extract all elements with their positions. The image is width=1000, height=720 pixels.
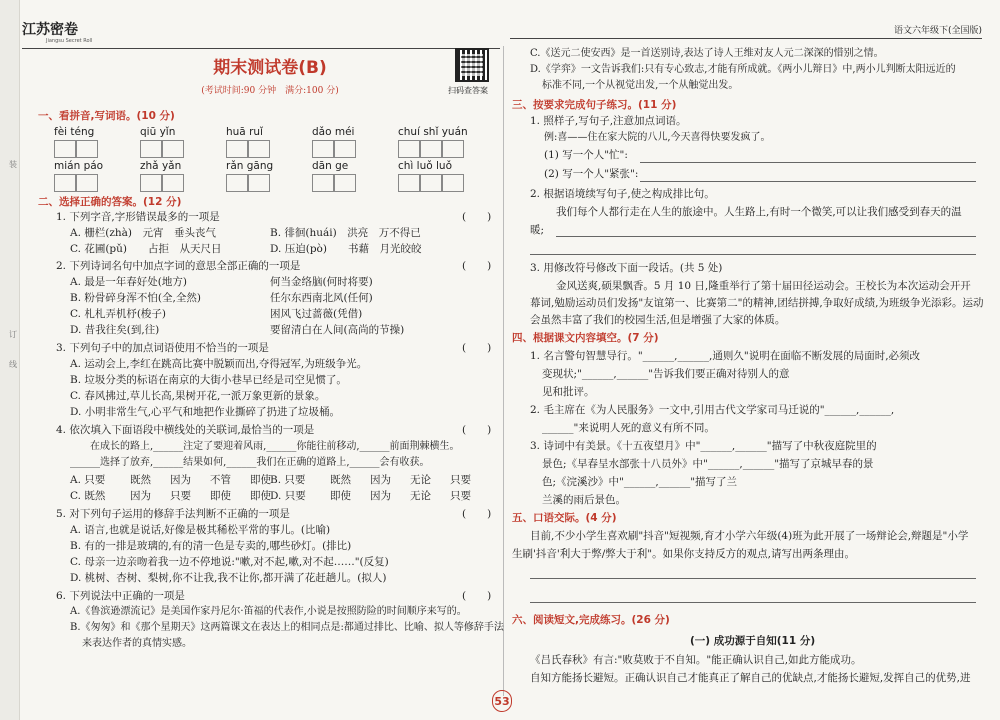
- answer-cell[interactable]: [420, 140, 442, 158]
- section-heading: 六、阅读短文,完成练习。(26 分): [512, 614, 670, 626]
- option: B. 粉骨碎身浑不怕(全,全然): [70, 292, 201, 304]
- passage-line: 会虽然丰富了我们的校园生活,但是增强了大家的体质。: [530, 314, 786, 326]
- binding-spine: [0, 0, 20, 720]
- answer-cell[interactable]: [226, 174, 248, 192]
- option-word: 因为: [370, 474, 391, 486]
- passage-line: 暖;: [530, 224, 545, 236]
- answer-line[interactable]: [640, 181, 976, 182]
- spine-mark: 线: [9, 360, 17, 369]
- option: A. 栅栏(zhà) 元宵 垂头丧气: [70, 227, 217, 239]
- page-number: 53: [492, 690, 512, 712]
- answer-boxes: [54, 174, 484, 192]
- answer-cell[interactable]: [54, 140, 76, 158]
- option: C.《送元二使安西》是一首送别诗,表达了诗人王维对友人元二深深的惜别之情。: [530, 48, 884, 59]
- option: C. 札札弄机杼(梭子): [70, 308, 167, 320]
- passage-line: 我们每个人都行走在人生的旅途中。人生路上,有时一个微笑,可以让我们感受到春天的温: [556, 206, 962, 218]
- answer-cell[interactable]: [334, 174, 356, 192]
- option-word: 既然: [130, 474, 151, 486]
- option-word: 因为: [170, 474, 191, 486]
- spine-mark: 订: [9, 330, 17, 339]
- option-row: [70, 474, 290, 487]
- pinyin-item: dǎo méi: [312, 126, 355, 138]
- answer-cell[interactable]: [398, 140, 420, 158]
- subsection-title: (一) 成功源于自知(11 分): [690, 635, 816, 647]
- answer-cell[interactable]: [312, 140, 334, 158]
- section-heading: 五、口语交际。(4 分): [512, 512, 617, 524]
- option: D.《学弈》一文告诉我们:只有专心致志,才能有所成就。《两小儿辩日》中,两小儿判断太阳远近的: [530, 64, 956, 75]
- answer-line[interactable]: [530, 254, 976, 255]
- passage-line: ______选择了放弃,______结果如何,______我们在正确的道路上,______会有收获。: [70, 457, 430, 468]
- example: 例:喜——住在家大院的八儿,今天喜得快要发疯了。: [544, 132, 771, 143]
- question-line: 兰溪的雨后景色。: [542, 494, 626, 506]
- section-heading: 二、选择正确的答案。(12 分): [38, 196, 182, 208]
- option: 何当金络脑(何时将要): [270, 276, 373, 288]
- option-word: 因为: [370, 490, 391, 502]
- question: 2. 毛主席在《为人民服务》一文中,引用古代文学家司马迁说的"______,______,: [530, 404, 895, 416]
- spine-mark: 装: [9, 160, 17, 169]
- question: 1. 下列字音,字形错误最多的一项是: [56, 211, 220, 223]
- answer-cell[interactable]: [140, 140, 162, 158]
- option: A.《鲁滨逊漂流记》是美国作家丹尼尔·笛福的代表作,小说是按照防险的时间顺序来写的。: [70, 606, 467, 617]
- option: A. 最是一年春好处(地方): [70, 276, 187, 288]
- header-rule-right: [510, 38, 982, 39]
- pinyin-item: dān ge: [312, 160, 349, 172]
- brand-logo: 江苏密卷: [22, 22, 78, 38]
- answer-line[interactable]: [530, 578, 976, 579]
- question: 4. 依次填入下面语段中横线处的关联词,最恰当的一项是: [56, 424, 315, 436]
- passage-line: 金风送爽,硕果飘香。5 月 10 日,隆重举行了第十届田径运动会。王校长为本次运动会开开: [556, 280, 971, 292]
- pinyin-row: [54, 126, 484, 139]
- pinyin-item: rǎn gāng: [226, 160, 274, 172]
- grade-label: 语文六年级下(全国版): [893, 26, 982, 36]
- pinyin-item: qiū yǐn: [140, 126, 176, 138]
- brand-subtitle: Jiangsu Secret Roll: [46, 38, 93, 44]
- question: 3. 用修改符号修改下面一段话。(共 5 处): [530, 262, 723, 274]
- option: B. 徘徊(huái) 洪亮 万不得已: [270, 227, 421, 239]
- question-line: 见和批评。: [542, 386, 595, 398]
- passage-line: 生刷'抖音'利大于弊/弊大于利"。如果你支持反方的观点,请写出两条理由。: [512, 548, 855, 560]
- pinyin-item: chì luǒ luǒ: [398, 160, 453, 172]
- question-line: 色;《浣溪沙》中"______,______"描写了兰: [542, 476, 738, 488]
- answer-cell[interactable]: [248, 174, 270, 192]
- pinyin-item: mián páo: [54, 160, 104, 172]
- option: D. 昔我往矣(到,往): [70, 324, 160, 336]
- answer-cell[interactable]: [334, 140, 356, 158]
- answer-line[interactable]: [556, 236, 976, 237]
- option: B. 垃圾分类的标语在南京的大街小巷早已经是司空见惯了。: [70, 374, 347, 386]
- question: 3. 下列句子中的加点词语使用不恰当的一项是: [56, 342, 269, 354]
- header-rule: [22, 48, 500, 49]
- page-title: 期末测试卷(B): [213, 58, 327, 78]
- option-word: D. 只要: [270, 490, 306, 502]
- option: B. 有的一排是玻璃的,有的清一色是专卖的,哪些砂灯。(排比): [70, 540, 352, 552]
- option-word: B. 只要: [270, 474, 306, 486]
- option: D. 压迫(pò) 书藉 月光皎皎: [270, 243, 422, 255]
- answer-cell[interactable]: [442, 140, 464, 158]
- pinyin-item: fèi téng: [54, 126, 95, 138]
- pinyin-item: zhǎ yǎn: [140, 160, 182, 172]
- option-word: 只要: [450, 474, 471, 486]
- option: C. 花圃(pǔ) 占拒 从天尺日: [70, 243, 222, 255]
- option: D. 桃树、杏树、梨树,你不让我,我不让你,都开满了花赶趟儿。(拟人): [70, 572, 387, 584]
- section-heading: 四、根据课文内容填空。(7 分): [512, 332, 659, 344]
- answer-cell[interactable]: [76, 174, 98, 192]
- answer-cell[interactable]: [312, 174, 334, 192]
- sub-question: (1) 写一个人"忙":: [544, 149, 628, 161]
- option: D. 小明非常生气,心平气和地把作业撕碎了扔进了垃圾桶。: [70, 406, 341, 418]
- option: A. 运动会上,李红在跳高比赛中脱颖而出,夺得冠军,为班级争光。: [70, 358, 368, 370]
- question: 3. 诗词中有美景。《十五夜望月》中"______,______"描写了中秋夜庭院里的: [530, 440, 877, 452]
- passage-line: 在成长的路上,______注定了要迎着风雨,______你能往前移动,______前面荆棘横生。: [90, 441, 460, 452]
- answer-paren[interactable]: ( ): [462, 342, 492, 354]
- column-divider: [503, 46, 504, 696]
- option: 困风飞过蔷薇(凭借): [270, 308, 363, 320]
- option-word: 因为: [130, 490, 151, 502]
- answer-cell[interactable]: [76, 140, 98, 158]
- exam-info: (考试时间:90 分钟 满分:100 分): [201, 86, 339, 96]
- option: C. 母亲一边亲吻着我一边不停地说:"嗽,对不起,嗽,对不起……"(反复): [70, 556, 389, 568]
- question-line: 景色;《早春呈水部张十八员外》中"______,______"描写了京城早春的景: [542, 458, 874, 470]
- section-heading: 三、按要求完成句子练习。(11 分): [512, 99, 677, 111]
- option: 要留清白在人间(高尚的节操): [270, 324, 405, 336]
- question: 1. 名言警句智慧导行。"______,______,通则久"说明在面临不断发展的局面时,必须改: [530, 350, 921, 362]
- option-word: 即使: [250, 490, 271, 502]
- answer-paren[interactable]: ( ): [462, 211, 492, 223]
- answer-boxes: [54, 140, 484, 158]
- pinyin-item: huā ruǐ: [226, 126, 263, 138]
- question: 6. 下列说法中正确的一项是: [56, 590, 185, 602]
- option: 标准不同,一个从视觉出发,一个从触觉出发。: [542, 80, 739, 91]
- option-word: 即使: [210, 490, 231, 502]
- answer-paren[interactable]: ( ): [462, 508, 492, 520]
- question-line: 变现状;"______,______"告诉我们要正确对待别人的意: [542, 368, 790, 380]
- sub-question: (2) 写一个人"紧张":: [544, 168, 639, 180]
- option-word: 即使: [250, 474, 271, 486]
- passage-line: 自知方能扬长避短。正确认识自己才能真正了解自己的优缺点,才能扬长避短,发挥自己的优势,进: [530, 672, 971, 684]
- answer-cell[interactable]: [442, 174, 464, 192]
- answer-line[interactable]: [640, 162, 976, 163]
- question: 1. 照样子,写句子,注意加点词语。: [530, 115, 687, 127]
- answer-cell[interactable]: [248, 140, 270, 158]
- qr-code-icon[interactable]: [455, 48, 489, 82]
- answer-cell[interactable]: [162, 140, 184, 158]
- answer-cell[interactable]: [398, 174, 420, 192]
- option-word: 不管: [210, 474, 231, 486]
- answer-cell[interactable]: [226, 140, 248, 158]
- answer-cell[interactable]: [420, 174, 442, 192]
- option: C. 春风拂过,草儿长高,果树开花,一派万象更新的景象。: [70, 390, 326, 402]
- option-word: C. 既然: [70, 490, 106, 502]
- passage-line: 目前,不少小学生喜欢刷"抖音"短视频,育才小学六年级(4)班为此开展了一场辩论会,辩题是"小学: [530, 530, 969, 542]
- option-word: 即使: [330, 490, 351, 502]
- question: 2. 根据语境续写句子,使之构成排比句。: [530, 188, 715, 200]
- option-row: [270, 474, 490, 487]
- answer-paren[interactable]: ( ): [462, 590, 492, 602]
- option: B.《匆匆》和《那个星期天》这两篇课文在表达上的相同点是:都通过排比、比喻、拟人等修辞手法: [70, 622, 504, 633]
- answer-paren[interactable]: ( ): [462, 260, 492, 272]
- option-row: [70, 490, 290, 503]
- answer-cell[interactable]: [54, 174, 76, 192]
- option: 来表达作者的真情实感。: [82, 638, 192, 649]
- answer-cell[interactable]: [140, 174, 162, 192]
- option-word: 无论: [410, 490, 431, 502]
- section-heading: 一、看拼音,写词语。(10 分): [38, 110, 175, 122]
- question: 5. 对下列句子运用的修辞手法判断不正确的一项是: [56, 508, 290, 520]
- option-word: 只要: [450, 490, 471, 502]
- passage-line: 幕词,勉励运动员们发扬"友谊第一、比赛第二"的精神,团结拼搏,争取好成绩,为班级争光添彩。运动: [530, 297, 984, 309]
- pinyin-row: [54, 160, 484, 173]
- option: A. 语言,也就是说话,好像是极其稀松平常的事儿。(比喻): [70, 524, 331, 536]
- option-word: 既然: [330, 474, 351, 486]
- question: 2. 下列诗词名句中加点字词的意思全部正确的一项是: [56, 260, 301, 272]
- option-word: A. 只要: [70, 474, 106, 486]
- passage-line: 《吕氏春秋》有言:"败莫败于不自知。"能正确认识自己,如此方能成功。: [530, 654, 862, 666]
- qr-label: 扫码查答案: [448, 86, 488, 95]
- option-word: 只要: [170, 490, 191, 502]
- answer-cell[interactable]: [162, 174, 184, 192]
- pinyin-item: chuí shǐ yuán: [398, 126, 468, 138]
- question-line: ______"来说明人死的意义有所不同。: [542, 422, 715, 434]
- option: 任尔东西南北风(任何): [270, 292, 373, 304]
- answer-line[interactable]: [530, 602, 976, 603]
- option-word: 无论: [410, 474, 431, 486]
- option-row: [270, 490, 490, 503]
- answer-paren[interactable]: ( ): [462, 424, 492, 436]
